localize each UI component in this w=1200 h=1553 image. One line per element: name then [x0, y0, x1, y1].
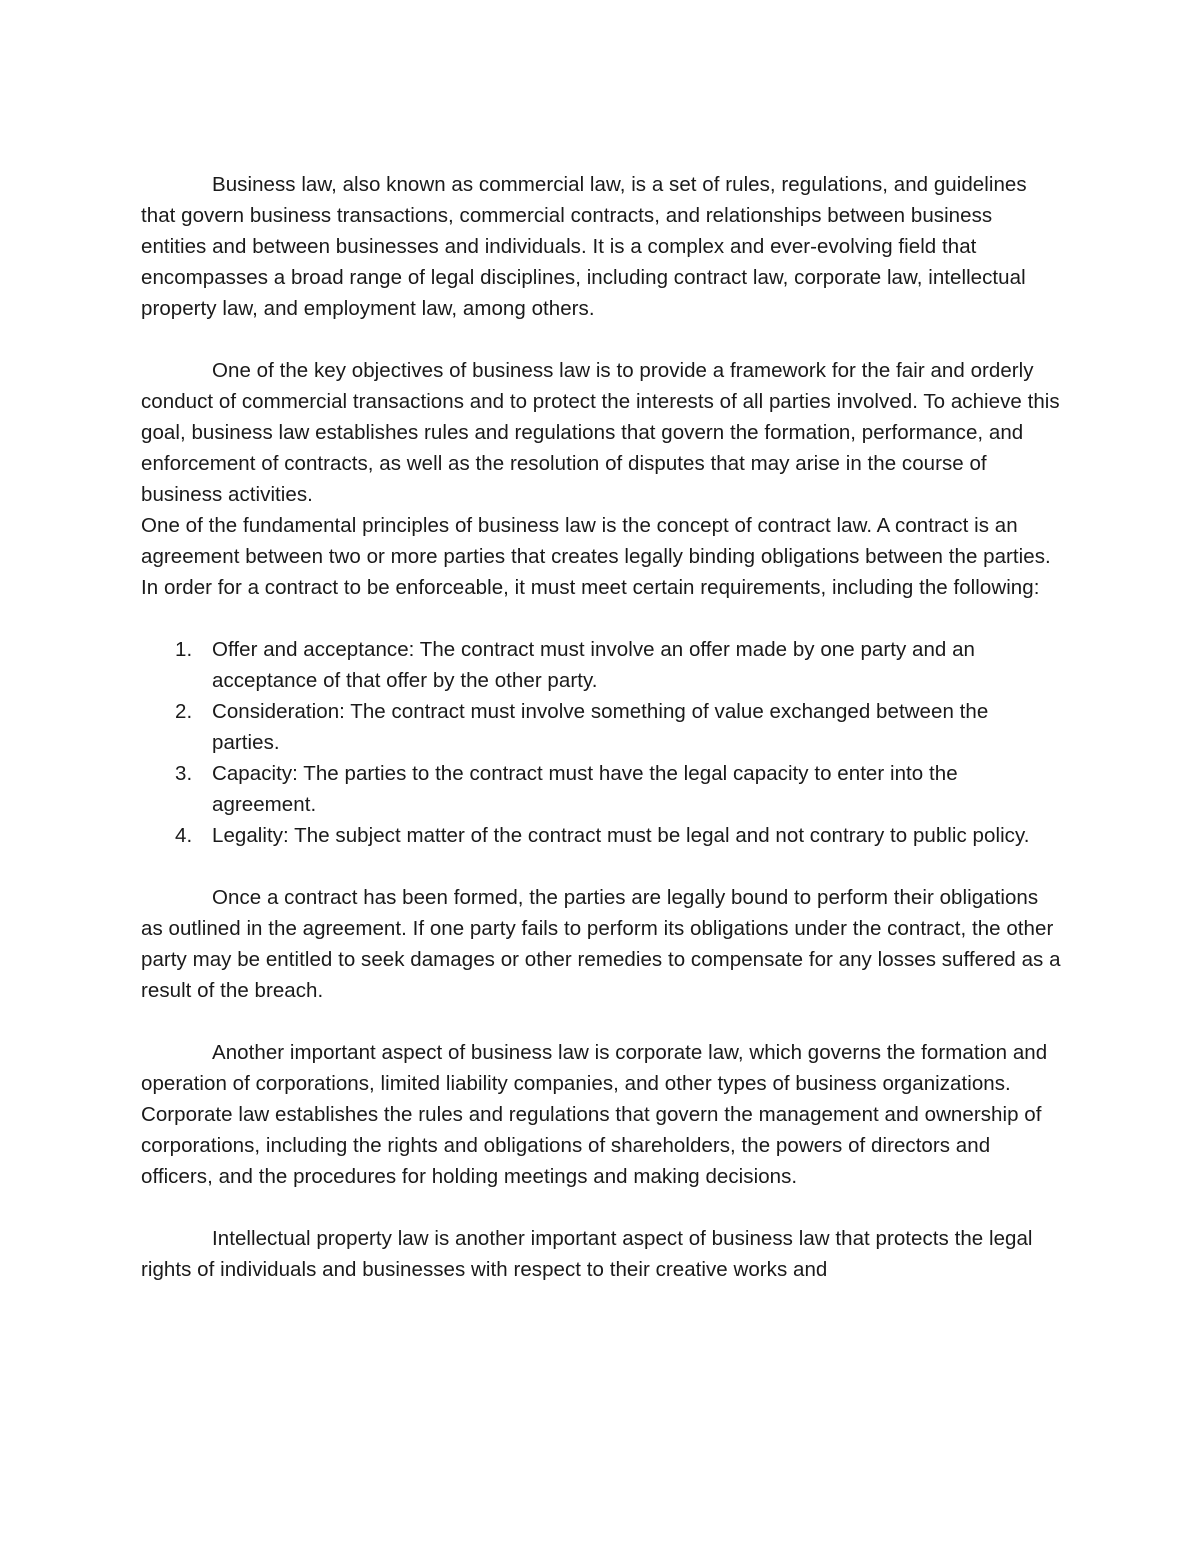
list-item: [141, 820, 1061, 851]
paragraph-spacer: [141, 851, 1061, 882]
document-body: [141, 169, 1061, 1285]
paragraph-contract-law: One of the fundamental principles of business law is the concept of contract law. A contract is an agreement between two or more parties that creates legally binding obligations between the parties. In order for a contract to be enforceable, it must meet certain requirements, including the following:: [141, 514, 1051, 599]
paragraph-corporate-law: Another important aspect of business law is corporate law, which governs the formation and operation of corporations, limited liability companies, and other types of business organizations. Corporate law establishes the rules and regulations that govern the management and ownership of corporations, including the rights and obligations of shareholders, the powers of directors and officers, and the procedures for holding meetings and making decisions.: [141, 1041, 1048, 1188]
list-item-text: Consideration: The contract must involve something of value exchanged between the parties.: [212, 700, 989, 754]
list-item-number: 4.: [175, 824, 193, 847]
list-item: [141, 696, 1061, 758]
list-item-text: Capacity: The parties to the contract must have the legal capacity to enter into the agreement.: [212, 762, 958, 816]
requirements-list: [141, 634, 1061, 851]
paragraph-spacer: [141, 1006, 1061, 1037]
paragraph-spacer: [141, 1192, 1061, 1223]
list-item-number: 2.: [175, 700, 193, 723]
list-item: [141, 758, 1061, 820]
list-item-text: Legality: The subject matter of the contract must be legal and not contrary to public policy.: [212, 824, 1030, 847]
paragraph-contract-formed: Once a contract has been formed, the parties are legally bound to perform their obligations as outlined in the agreement. If one party fails to perform its obligations under the contract, the other party may be entitled to seek damages or other remedies to compensate for any losses suffered as a result of the breach.: [141, 886, 1061, 1002]
list-item-number: 3.: [175, 762, 193, 785]
list-item-text: Offer and acceptance: The contract must involve an offer made by one party and an acceptance of that offer by the other party.: [212, 638, 976, 692]
paragraph-objectives: One of the key objectives of business law is to provide a framework for the fair and orderly conduct of commercial transactions and to protect the interests of all parties involved. To achieve this goal, business law establishes rules and regulations that govern the formation, performance, and enforcement of contracts, as well as the resolution of disputes that may arise in the course of business activities.: [141, 359, 1060, 506]
paragraph-intellectual-property: Intellectual property law is another important aspect of business law that protects the legal rights of individuals and businesses with respect to their creative works and: [141, 1227, 1033, 1281]
list-item-number: 1.: [175, 638, 193, 661]
paragraph-spacer: [141, 324, 1061, 355]
paragraph-spacer: [141, 603, 1061, 634]
paragraph-intro: Business law, also known as commercial law, is a set of rules, regulations, and guidelines that govern business transactions, commercial contracts, and relationships between business entities and between businesses and individuals. It is a complex and ever-evolving field that encompasses a broad range of legal disciplines, including contract law, corporate law, intellectual property law, and employment law, among others.: [141, 173, 1027, 320]
list-item: [141, 634, 1061, 696]
